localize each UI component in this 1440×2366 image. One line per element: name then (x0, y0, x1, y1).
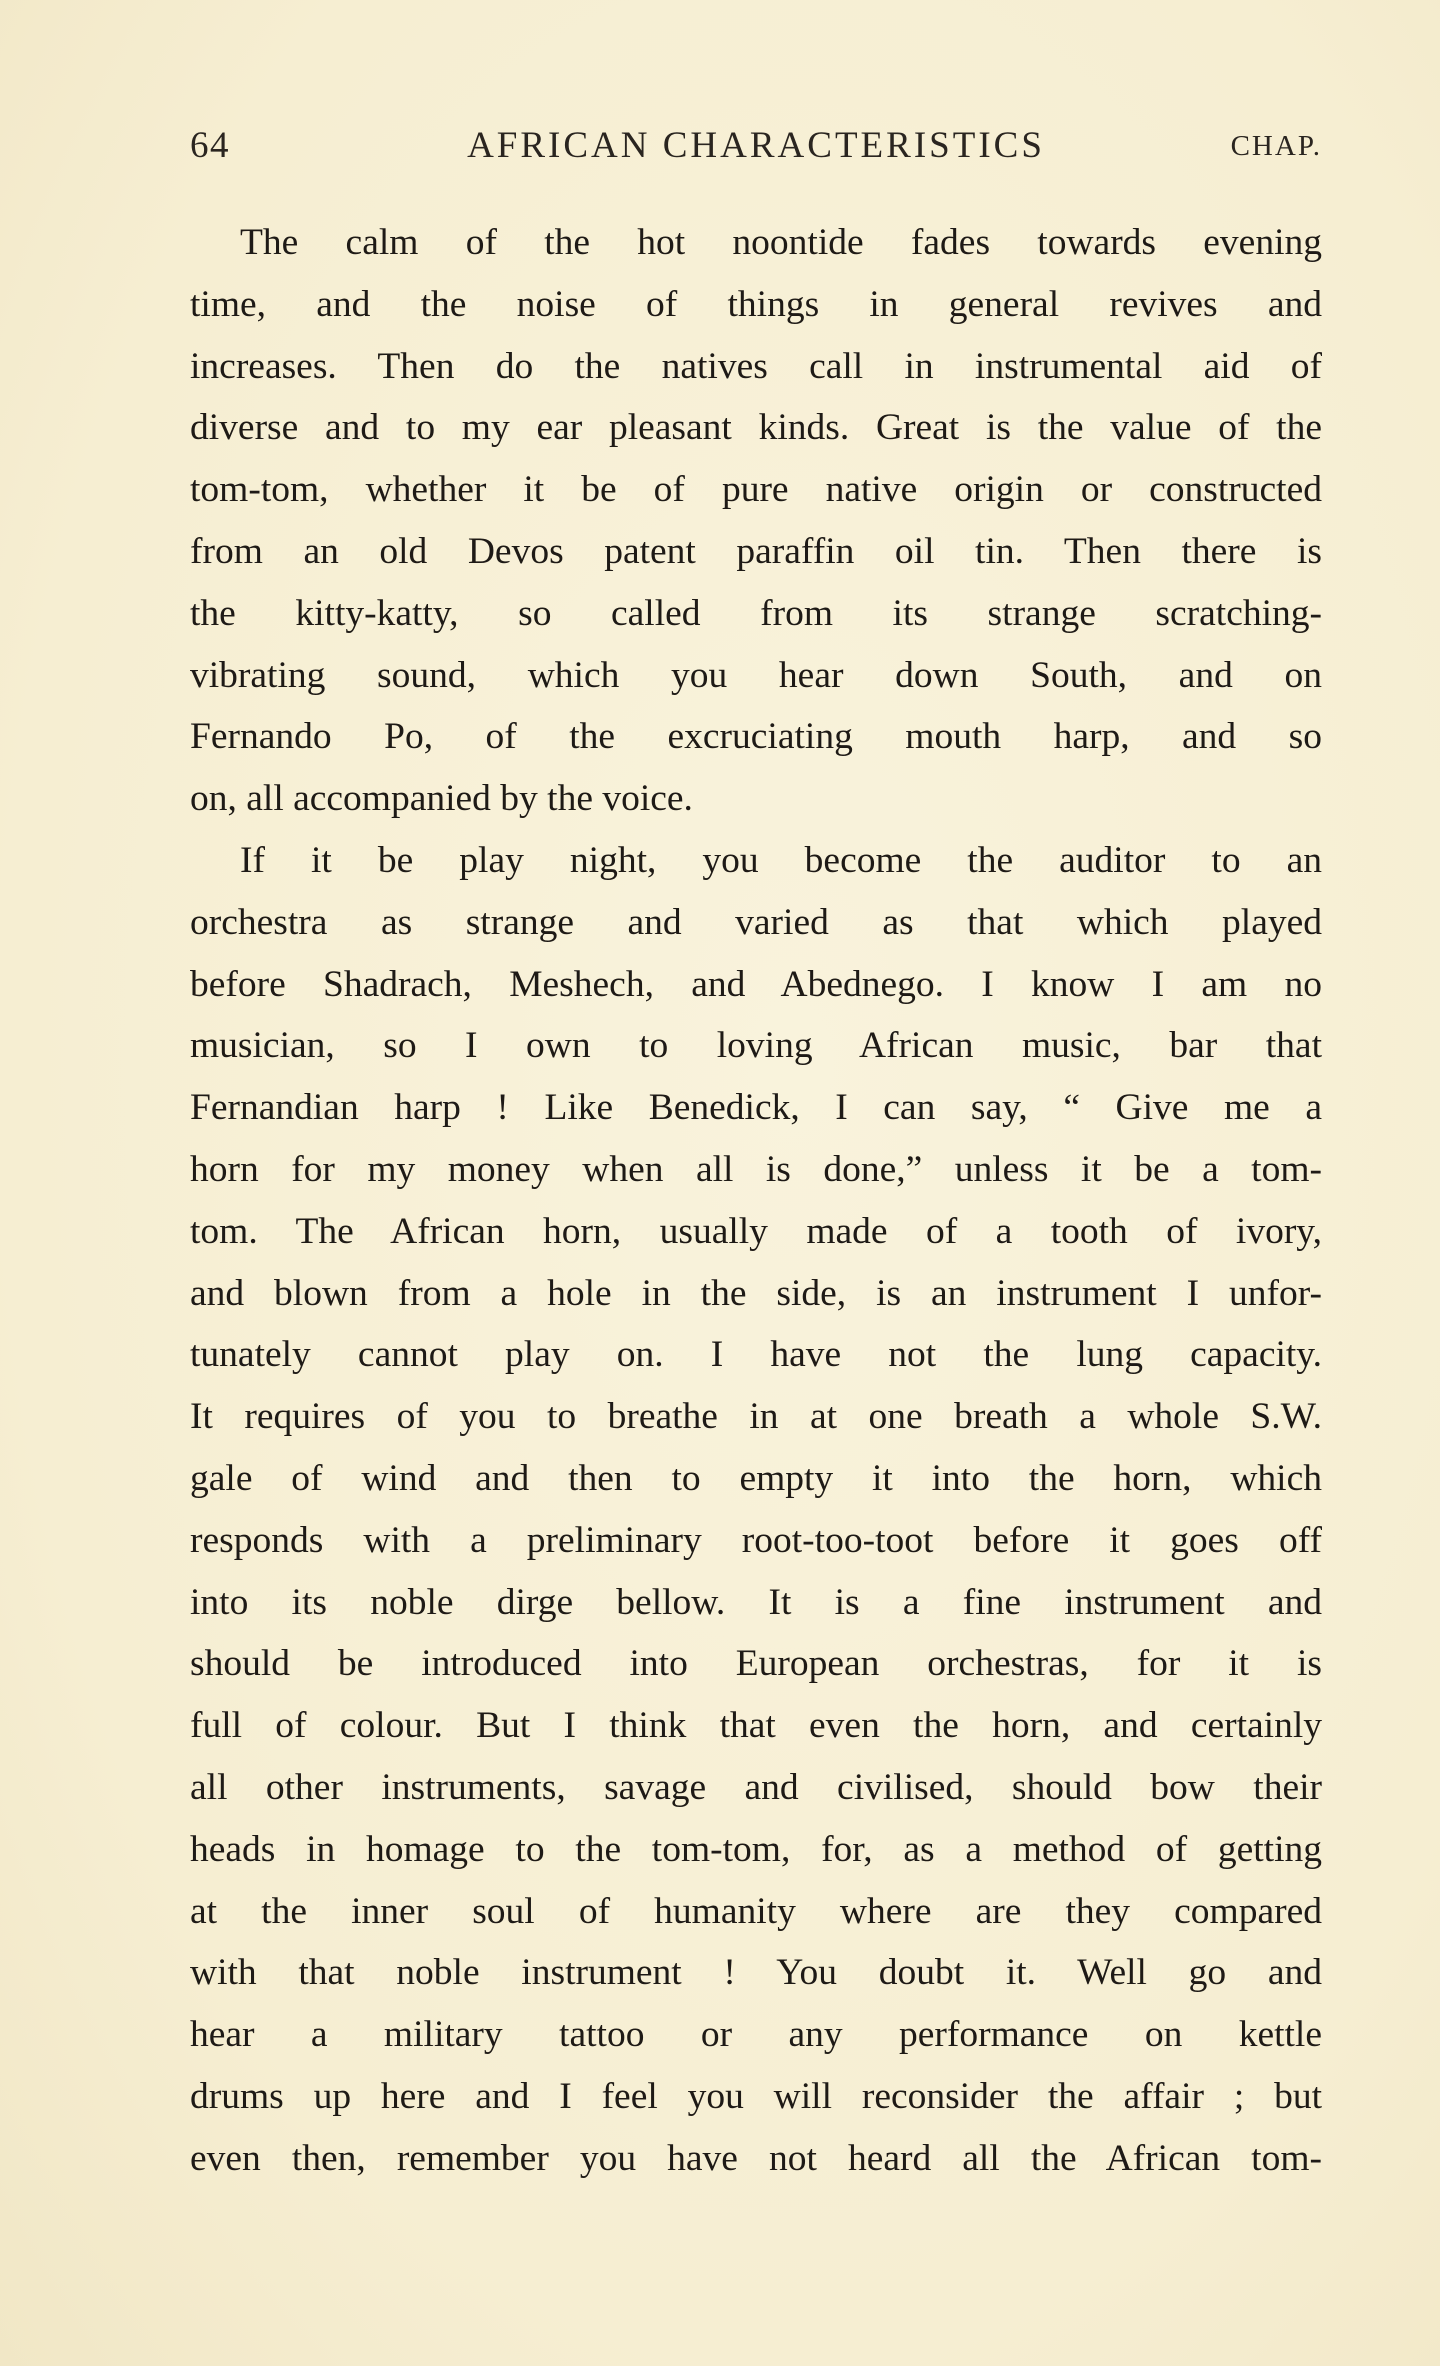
text-line: with that noble instrument ! You doubt it. Well go and (190, 1952, 1322, 1994)
text-line: gale of wind and then to empty it into the horn, which (190, 1457, 1322, 1499)
text-line: even then, remember you have not heard all the African tom- (190, 2137, 1322, 2179)
text-line: increases. Then do the natives call in instrumental aid of (190, 345, 1322, 387)
text-line: time, and the noise of things in general revives and (190, 283, 1322, 325)
body-text (190, 212, 1322, 2190)
text-line: heads in homage to the tom-tom, for, as a method of getting (190, 1828, 1322, 1870)
text-line: all other instruments, savage and civilised, should bow their (190, 1766, 1322, 1808)
text-line: on, all accompanied by the voice. (190, 778, 693, 820)
text-line: musician, so I own to loving African music, bar that (190, 1025, 1322, 1067)
running-title: AFRICAN CHARACTERISTICS (467, 125, 1045, 166)
running-head (190, 124, 1322, 174)
text-line: horn for my money when all is done,” unless it be a tom- (190, 1148, 1322, 1190)
text-line: Fernando Po, of the excruciating mouth harp, and so (190, 716, 1322, 758)
chapter-label: CHAP. (1230, 130, 1322, 162)
text-line: tom-tom, whether it be of pure native origin or constructed (190, 469, 1322, 511)
text-line: at the inner soul of humanity where are they compared (190, 1890, 1322, 1932)
text-line: tom. The African horn, usually made of a tooth of ivory, (190, 1210, 1322, 1252)
page-number: 64 (190, 125, 230, 166)
text-line: into its noble dirge bellow. It is a fine instrument and (190, 1581, 1322, 1623)
text-line: should be introduced into European orchestras, for it is (190, 1643, 1322, 1685)
text-line: Fernandian harp ! Like Benedick, I can say, “ Give me a (190, 1087, 1322, 1129)
text-line: before Shadrach, Meshech, and Abednego. I know I am no (190, 963, 1322, 1005)
text-line: diverse and to my ear pleasant kinds. Great is the value of the (190, 407, 1322, 449)
text-line: It requires of you to breathe in at one breath a whole S.W. (190, 1396, 1322, 1438)
text-line: orchestra as strange and varied as that which played (190, 901, 1322, 943)
text-line: full of colour. But I think that even the horn, and certainly (190, 1705, 1322, 1747)
text-line: tunately cannot play on. I have not the lung capacity. (190, 1334, 1322, 1376)
text-line: the kitty-katty, so called from its strange scratching- (190, 592, 1322, 634)
text-line: The calm of the hot noontide fades towards evening (240, 222, 1322, 263)
text-line: If it be play night, you become the auditor to an (240, 839, 1322, 881)
text-line: drums up here and I feel you will reconsider the affair ; but (190, 2075, 1322, 2117)
text-line: from an old Devos patent paraffin oil tin. Then there is (190, 530, 1322, 572)
text-line: vibrating sound, which you hear down South, and on (190, 654, 1322, 696)
text-line: hear a military tattoo or any performance on kettle (190, 2014, 1322, 2056)
text-line: responds with a preliminary root-too-toot before it goes off (190, 1519, 1322, 1561)
text-line: and blown from a hole in the side, is an instrument I unfor- (190, 1272, 1322, 1314)
